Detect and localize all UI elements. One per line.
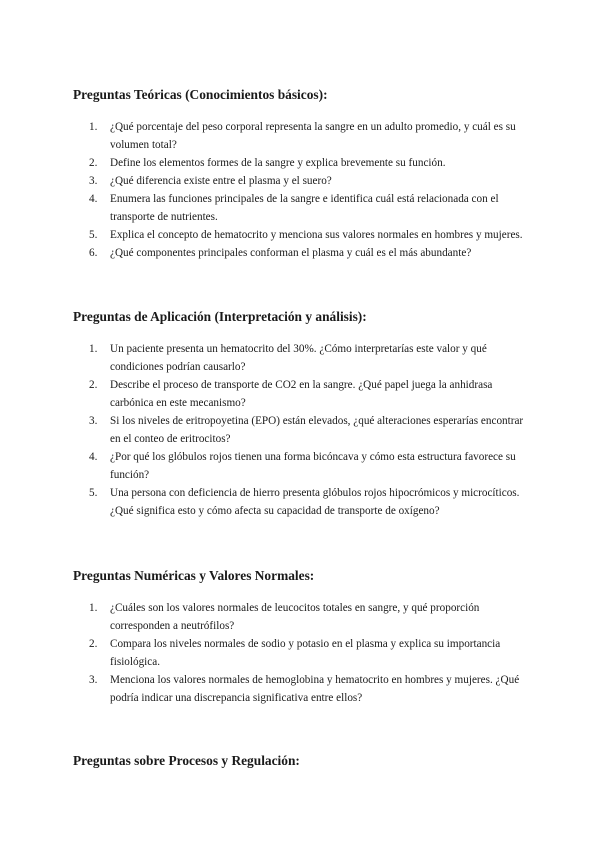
list-item — [73, 172, 533, 190]
list-item — [73, 340, 533, 376]
section-numerical — [73, 567, 533, 707]
item-text: ¿Qué componentes principales conforman el plasma y cuál es el más abundante? — [110, 247, 472, 259]
item-number: 5. — [89, 487, 98, 499]
item-text: Explica el concepto de hematocrito y menciona sus valores normales en hombres y mujeres. — [110, 229, 523, 241]
list-item — [73, 635, 533, 671]
item-text: Describe el proceso de transporte de CO2 en la sangre. ¿Qué papel juega la anhidrasa carbónica en este mecanismo? — [110, 379, 493, 409]
list-item — [73, 448, 533, 484]
list-item — [73, 190, 533, 226]
question-list — [73, 118, 533, 262]
item-number: 1. — [89, 602, 98, 614]
list-item — [73, 244, 533, 262]
section-title: Preguntas sobre Procesos y Regulación: — [73, 753, 300, 768]
item-number: 2. — [89, 638, 98, 650]
item-text: Compara los niveles normales de sodio y potasio en el plasma y explica su importancia fisiológica. — [110, 638, 501, 668]
item-number: 1. — [89, 343, 98, 355]
list-item — [73, 484, 533, 520]
list-item — [73, 671, 533, 707]
item-text: Un paciente presenta un hematocrito del 30%. ¿Cómo interpretarías este valor y qué condiciones podrían causarlo? — [110, 343, 487, 373]
item-text: Menciona los valores normales de hemoglobina y hematocrito en hombres y mujeres. ¿Qué podría indicar una discrepancia significativa entre ellos? — [110, 674, 520, 704]
item-number: 4. — [89, 451, 98, 463]
section-title: Preguntas de Aplicación (Interpretación y análisis): — [73, 309, 367, 324]
section-application — [73, 308, 533, 520]
item-text: Enumera las funciones principales de la sangre e identifica cuál está relacionada con el transporte de nutrientes. — [110, 193, 499, 223]
item-text: ¿Qué diferencia existe entre el plasma y el suero? — [110, 175, 332, 187]
question-list — [73, 340, 533, 520]
item-number: 3. — [89, 415, 98, 427]
item-text: ¿Cuáles son los valores normales de leucocitos totales en sangre, y qué proporción corresponden a neutrófilos? — [110, 602, 480, 632]
list-item — [73, 226, 533, 244]
section-title: Preguntas Numéricas y Valores Normales: — [73, 568, 315, 583]
item-number: 6. — [89, 247, 98, 259]
item-number: 5. — [89, 229, 98, 241]
item-number: 2. — [89, 157, 98, 169]
section-title: Preguntas Teóricas (Conocimientos básicos): — [73, 87, 328, 102]
item-text: ¿Qué porcentaje del peso corporal representa la sangre en un adulto promedio, y cuál es su volumen total? — [110, 121, 516, 151]
list-item — [73, 154, 533, 172]
question-list — [73, 599, 533, 707]
section-theoretical — [73, 86, 533, 262]
item-number: 3. — [89, 674, 98, 686]
item-text: Si los niveles de eritropoyetina (EPO) están elevados, ¿qué alteraciones esperarías encontrar en el conteo de eritrocitos? — [110, 415, 524, 445]
item-text: ¿Por qué los glóbulos rojos tienen una forma bicóncava y cómo esta estructura favorece su función? — [110, 451, 516, 481]
item-text: Una persona con deficiencia de hierro presenta glóbulos rojos hipocrómicos y microcíticos. ¿Qué significa esto y cómo afecta su capacidad de transporte de oxígeno? — [110, 487, 520, 517]
section-processes — [73, 752, 533, 784]
item-number: 4. — [89, 193, 98, 205]
item-number: 3. — [89, 175, 98, 187]
item-number: 1. — [89, 121, 98, 133]
item-number: 2. — [89, 379, 98, 391]
list-item — [73, 599, 533, 635]
list-item — [73, 376, 533, 412]
list-item — [73, 118, 533, 154]
list-item — [73, 412, 533, 448]
item-text: Define los elementos formes de la sangre y explica brevemente su función. — [110, 157, 446, 169]
